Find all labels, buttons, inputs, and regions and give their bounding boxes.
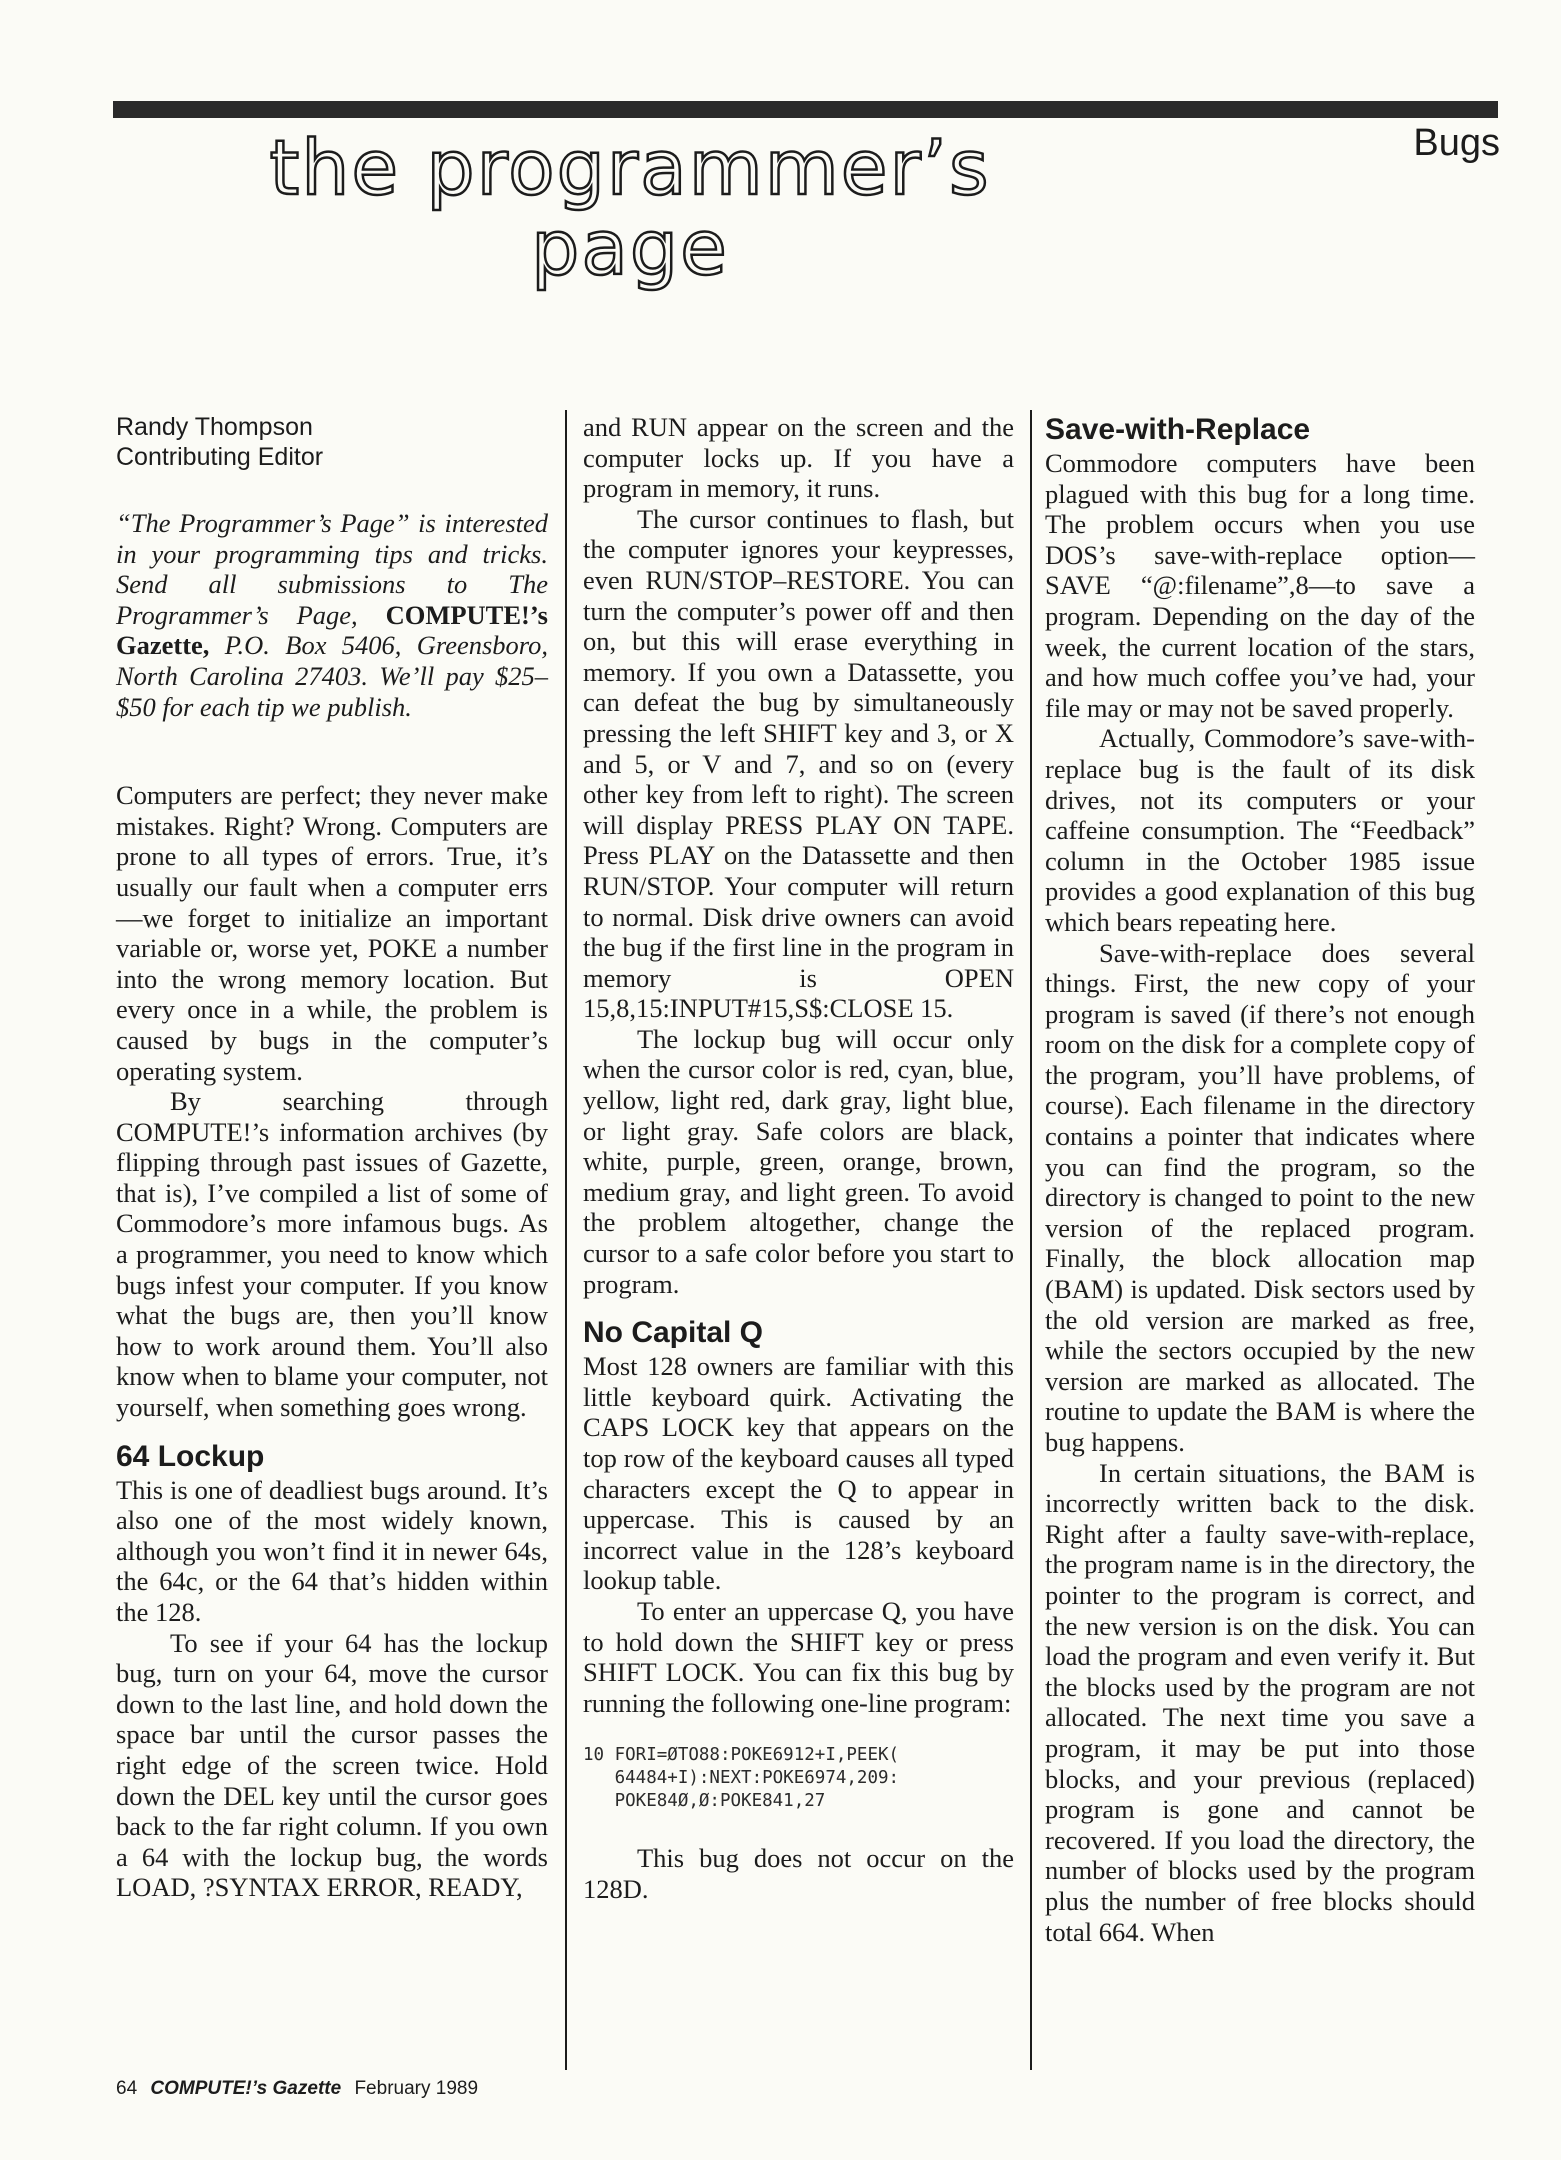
paragraph: Actually, Commodore’s save-with-replace bug is the fault of its disk drives, not its computers or your caffeine consumption. The “Feedback” column in the October 1985 issue provides a good explanation of this bug which bears repeating here.	[1045, 723, 1475, 937]
column-1	[116, 412, 548, 1903]
page-footer	[116, 2078, 478, 2100]
paragraph: This bug does not occur on the 128D.	[583, 1843, 1014, 1904]
paragraph: To enter an uppercase Q, you have to hold down the SHIFT key or press SHIFT LOCK. You can fix this bug by running the following one-line program:	[583, 1595, 1014, 1718]
author-role: Contributing Editor	[116, 443, 324, 471]
author-name: Randy Thompson	[116, 413, 313, 441]
paragraph: Commodore computers have been plagued with this bug for a long time. The problem occurs when you use DOS’s save-with-replace option—SAVE “@:filename”,8—to save a program. Depending on the day of the week, the current location of the stars, and how much coffee you’ve had, your file may or may not be saved properly.	[1045, 448, 1475, 723]
page-number: 64	[116, 2078, 138, 2099]
column-divider-2	[1030, 410, 1032, 2070]
section-tag: Bugs	[1413, 122, 1500, 164]
submission-note-publication: COMPUTE!’s Gazette,	[116, 599, 548, 661]
issue-date: February 1989	[354, 2078, 479, 2099]
page-title	[200, 123, 1060, 292]
magazine-name: COMPUTE!’s Gazette	[150, 2078, 342, 2099]
paragraph: Computers are perfect; they never make mistakes. Right? Wrong. Computers are prone to all types of errors. True, it’s usually our fault when a computer errs—we forget to initialize an important variable or, worse yet, POKE a number into the wrong memory location. But every once in a while, the problem is caused by bugs in the computer’s operating system.	[116, 780, 548, 1086]
column-2	[583, 412, 1014, 1905]
paragraph: Save-with-replace does several things. First, the new copy of your program is saved (if there’s not enough room on the disk for a complete copy of the program, you’ll have problems, of course). Each filename in the directory contains a pointer that indicates where you can find the program, so the directory is changed to point to the new version of the replaced program. Finally, the block allocation map (BAM) is updated. Disk sectors used by the old version are marked as free, while the sectors occupied by the new version are marked as allocated. The routine to update the BAM is where the bug happens.	[1045, 937, 1475, 1457]
paragraph: Most 128 owners are familiar with this little keyboard quirk. Activating the CAPS LOCK key that appears on the top row of the keyboard causes all typed characters except the Q to appear in uppercase. This is caused by an incorrect value in the 128’s keyboard lookup table.	[583, 1351, 1014, 1596]
column-divider-1	[565, 410, 567, 2070]
header-rule	[113, 101, 1498, 118]
paragraph: The lockup bug will occur only when the cursor color is red, cyan, blue, yellow, light red, dark gray, light blue, or light gray. Safe colors are black, white, purple, green, orange, brown, medium gray, and light green. To avoid the problem altogether, change the cursor to a safe color before you start to program.	[583, 1023, 1014, 1299]
subhead-save-with-replace: Save-with-Replace	[1045, 413, 1311, 446]
byline	[116, 412, 548, 472]
column-3	[1045, 412, 1475, 1947]
paragraph: This is one of deadliest bugs around. It’s also one of the most widely known, although you won’t find it in newer 64s, the 64c, or the 64 that’s hidden within the 128.	[116, 1474, 548, 1627]
subhead-no-capital-q: No Capital Q	[583, 1316, 764, 1350]
submission-note	[116, 508, 548, 722]
submission-note-part2: P.O. Box 5406, Greensboro, North Carolina 27403. We’ll pay $25–$50 for each tip we publish.	[116, 630, 548, 722]
page-title-line2: page	[531, 203, 729, 292]
paragraph: and RUN appear on the screen and the computer locks up. If you have a program in memory, it runs.	[583, 412, 1014, 504]
page-title-line1: the programmer’s	[269, 123, 991, 212]
paragraph: In certain situations, the BAM is incorrectly written back to the disk. Right after a faulty save-with-replace, the program name is in the directory, the pointer to the program is correct, and the new version is on the disk. You can load the program and even verify it. But the blocks used by the program are not allocated. The next time you save a program, it may be put into those blocks, and your previous (replaced) program is gone and cannot be recovered. If you load the directory, the number of blocks used by the program plus the number of free blocks should total 664. When	[1045, 1457, 1475, 1947]
code-listing: 10 FORI=ØTO88:POKE6912+I,PEEK( 64484+I):NEXT:POKE6974,209: POKE84Ø,Ø:POKE841,27	[583, 1745, 900, 1812]
paragraph: The cursor continues to flash, but the computer ignores your keypresses, even RUN/STOP–RESTORE. You can turn the computer’s power off and then on, but this will erase everything in memory. If you own a Datassette, you can defeat the bug by simultaneously pressing the left SHIFT key and 3, or X and 5, or V and 7, and so on (every other key from left to right). The screen will display PRESS PLAY ON TAPE. Press PLAY on the Datassette and then RUN/STOP. Your computer will return to normal. Disk drive owners can avoid the bug if the first line in the program in memory is OPEN 15,8,15:INPUT#15,S$:CLOSE 15.	[583, 503, 1014, 1024]
submission-note-part1: “The Programmer’s Page” is interested in your programming tips and tricks. Send all submissions to The Programmer’s Page,	[116, 508, 548, 630]
paragraph: To see if your 64 has the lockup bug, turn on your 64, move the cursor down to the last line, and hold down the space bar until the cursor passes the right edge of the screen twice. Hold down the DEL key until the cursor goes back to the far right column. If you own a 64 with the lockup bug, the words LOAD, ?SYNTAX ERROR, READY,	[116, 1627, 548, 1903]
paragraph: By searching through COMPUTE!’s information archives (by flipping through past issues of Gazette, that is), I’ve compiled a list of some of Commodore’s more infamous bugs. As a programmer, you need to know which bugs infest your computer. If you know what the bugs are, then you’ll know how to work around them. You’ll also know when to blame your computer, not yourself, when something goes wrong.	[116, 1086, 548, 1423]
subhead-64-lockup: 64 Lockup	[116, 1439, 265, 1473]
